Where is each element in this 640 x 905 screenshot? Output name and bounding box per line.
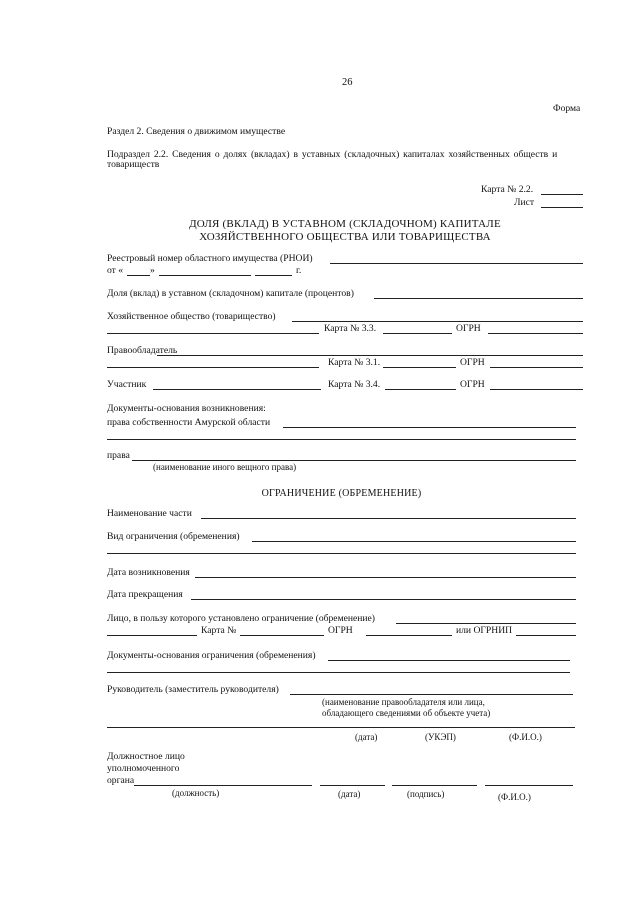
end-date-field[interactable] xyxy=(191,599,576,610)
card-31-label: Карта № 3.1. xyxy=(328,357,381,368)
beneficiary-ogrn-label: ОГРН xyxy=(328,625,353,636)
rightholder-field-continued[interactable] xyxy=(107,367,319,378)
beneficiary-ogrn-field[interactable] xyxy=(366,635,452,646)
quote-close: » xyxy=(150,265,155,276)
company-ogrn-label: ОГРН xyxy=(456,323,481,334)
share-percent-label: Доля (вклад) в уставном (складочном) капитале (процентов) xyxy=(107,288,354,299)
sheet-number-field[interactable] xyxy=(541,207,583,218)
official-label-line2: уполномоченного xyxy=(107,763,180,774)
card-34-field[interactable] xyxy=(385,389,456,400)
ownership-right-label: права собственности Амурской области xyxy=(107,417,271,428)
restriction-docs-field-continued[interactable] xyxy=(107,672,570,683)
subsection-heading-line2: товариществ xyxy=(107,159,160,170)
registry-number-field[interactable] xyxy=(330,263,583,274)
company-ogrn-field[interactable] xyxy=(488,333,583,344)
participant-label: Участник xyxy=(107,379,147,390)
ownership-right-field-continued[interactable] xyxy=(107,439,576,450)
registry-number-label: Реестровый номер областного имущества (РНОИ) xyxy=(107,253,313,264)
beneficiary-label: Лицо, в пользу которого установлено ограничение (обременение) xyxy=(107,613,376,624)
ownership-right-field[interactable] xyxy=(283,427,576,438)
subsection-heading-line1: Подраздел 2.2. Сведения о долях (вкладах) в уставных (складочных) капиталах хозяйственных обществ и xyxy=(107,149,558,160)
head-fio-caption: (Ф.И.О.) xyxy=(509,732,542,742)
end-date-label: Дата прекращения xyxy=(107,589,183,600)
head-hint-line2: обладающего сведениями об объекте учета) xyxy=(322,708,491,718)
restriction-type-field-continued[interactable] xyxy=(107,553,576,564)
start-date-field[interactable] xyxy=(195,577,576,588)
rightholder-label: Правообладатель xyxy=(107,345,178,356)
start-date-label: Дата возникновения xyxy=(107,567,190,578)
form-title-line1: ДОЛЯ (ВКЛАД) В УСТАВНОМ (СКЛАДОЧНОМ) КАПИТАЛЕ xyxy=(189,218,501,230)
day-field[interactable] xyxy=(127,275,150,286)
form-label: Форма xyxy=(553,103,581,114)
card-34-label: Карта № 3.4. xyxy=(328,379,381,390)
month-field[interactable] xyxy=(159,275,251,286)
rightholder-ogrn-label: ОГРН xyxy=(460,357,485,368)
card-33-label: Карта № 3.3. xyxy=(324,323,377,334)
company-label: Хозяйственное общество (товарищество) xyxy=(107,311,276,322)
signature-caption: (подпись) xyxy=(407,789,445,799)
part-name-label: Наименование части xyxy=(107,508,192,519)
card-33-field[interactable] xyxy=(383,333,452,344)
page-number: 26 xyxy=(342,77,353,88)
rightholder-ogrn-field[interactable] xyxy=(490,367,583,378)
form-title-line2: ХОЗЯЙСТВЕННОГО ОБЩЕСТВА ИЛИ ТОВАРИЩЕСТВА xyxy=(199,231,491,243)
beneficiary-ogrnip-label: или ОГРНИП xyxy=(456,625,513,636)
beneficiary-field-continued[interactable] xyxy=(107,635,197,646)
position-caption: (должность) xyxy=(172,788,220,798)
official-label-line3: органа xyxy=(107,775,135,786)
part-name-field[interactable] xyxy=(201,518,576,529)
restriction-docs-label: Документы-основания ограничения (обременения) xyxy=(107,650,316,661)
beneficiary-ogrnip-field[interactable] xyxy=(516,635,576,646)
head-date-caption: (дата) xyxy=(355,732,378,742)
restriction-heading: ОГРАНИЧЕНИЕ (ОБРЕМЕНЕНИЕ) xyxy=(261,488,422,499)
official-date-caption: (дата) xyxy=(338,789,361,799)
restriction-docs-field[interactable] xyxy=(328,660,570,671)
card-label: Карта № 2.2. xyxy=(481,184,534,195)
official-label-line1: Должностное лицо xyxy=(107,751,185,762)
participant-ogrn-field[interactable] xyxy=(490,389,583,400)
official-position-field[interactable] xyxy=(134,785,312,796)
other-right-hint: (наименование иного вещного права) xyxy=(153,462,297,472)
section-heading: Раздел 2. Сведения о движимом имуществе xyxy=(107,126,286,137)
head-hint-line1: (наименование правообладателя или лица, xyxy=(322,697,485,707)
other-right-label: права xyxy=(107,450,130,461)
company-field-continued[interactable] xyxy=(107,333,319,344)
restriction-type-label: Вид ограничения (обременения) xyxy=(107,531,240,542)
head-label: Руководитель (заместитель руководителя) xyxy=(107,684,279,695)
card-31-field[interactable] xyxy=(383,367,456,378)
official-fio-caption: (Ф.И.О.) xyxy=(498,792,531,802)
year-suffix: г. xyxy=(296,265,302,276)
year-field[interactable] xyxy=(255,275,292,286)
participant-ogrn-label: ОГРН xyxy=(460,379,485,390)
head-ukep-caption: (УКЭП) xyxy=(425,732,456,742)
participant-field[interactable] xyxy=(153,389,321,400)
sheet-label: Лист xyxy=(514,197,535,208)
card-number-field[interactable] xyxy=(541,194,583,205)
beneficiary-card-label: Карта № xyxy=(201,625,237,636)
form-title xyxy=(107,218,583,244)
head-signature-field[interactable] xyxy=(107,727,575,738)
docs-basis-label: Документы-основания возникновения: xyxy=(107,403,266,414)
restriction-type-field[interactable] xyxy=(252,541,576,552)
beneficiary-card-field[interactable] xyxy=(240,635,324,646)
share-percent-field[interactable] xyxy=(374,298,583,309)
date-from-label: от « xyxy=(107,265,124,276)
